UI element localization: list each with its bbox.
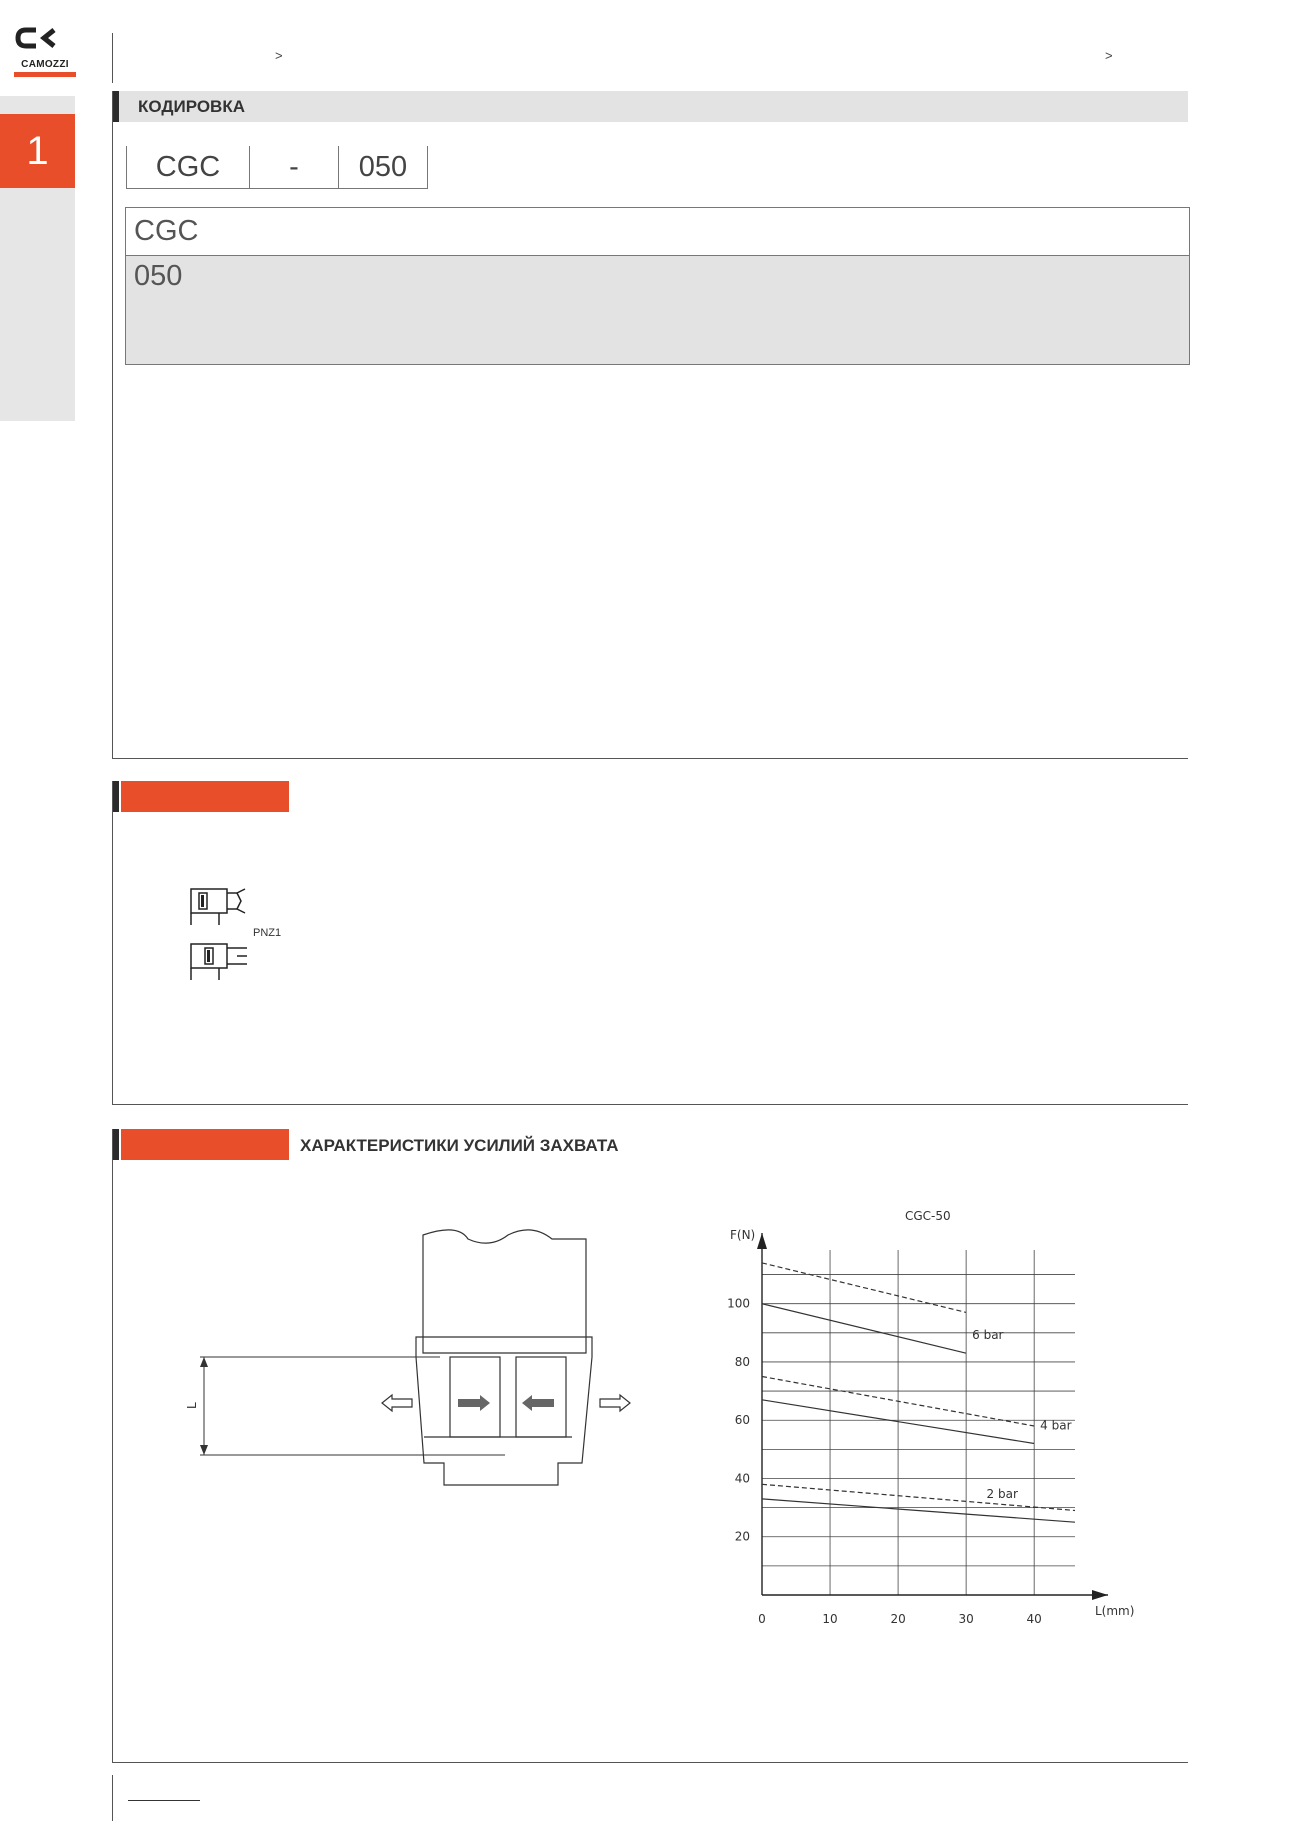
coding-table [125,207,1190,365]
y-tick-label: 60 [734,1413,750,1428]
drawing-l-label: L [185,1402,199,1409]
code-example [126,146,428,189]
section-force-title: ХАРАКТЕРИСТИКИ УСИЛИЙ ЗАХВАТА [300,1136,619,1155]
series-line [762,1263,966,1313]
y-axis-arrow-icon [757,1233,767,1249]
code-cell-series: CGC [127,146,250,188]
section-coding-title: КОДИРОВКА [138,97,245,116]
header-divider [112,33,113,83]
series-line [762,1484,1075,1510]
chart-series [762,1263,1075,1522]
logo-accent-bar [14,72,76,77]
y-tick-label: 100 [727,1296,750,1311]
section-force-header [121,1129,289,1160]
footer-rule [128,1800,200,1801]
chart-ylabel: F(N) [730,1228,756,1242]
logo-mark-icon [14,26,76,54]
section-force-left-border [112,1129,113,1762]
section-symbols-header [121,781,289,812]
series-label: 2 bar [986,1487,1018,1502]
close-arrow-right-icon [458,1395,490,1411]
section-symbols-left-border [112,781,113,1104]
x-tick-label: 10 [822,1612,838,1626]
x-tick-label: 20 [890,1612,906,1626]
open-arrow-right-icon [600,1395,630,1411]
x-tick-label: 30 [958,1612,974,1626]
open-arrow-left-icon [382,1395,412,1411]
x-axis-arrow-icon [1092,1590,1108,1600]
sidebar-tab-number[interactable]: 1 [0,114,75,188]
code-cell-size: 050 [358,150,408,183]
y-tick-label: 80 [734,1354,750,1369]
series-line [762,1304,966,1354]
coding-row-series: CGC [126,208,1189,256]
x-tick-label: 40 [1026,1612,1042,1626]
coding-row-size: 050 [126,256,1189,364]
section-force-marker [113,1129,119,1160]
x-tick-label: 0 [758,1612,766,1626]
gripper-symbol-closed [185,940,265,989]
symbol-label: PNZ1 [253,927,282,939]
chart-ticks [727,1297,1042,1626]
close-arrow-left-icon [522,1395,554,1411]
section-symbols-bottom-border [112,1104,1188,1105]
section-coding-left-border [112,91,113,759]
breadcrumb-arrow-right[interactable]: > [1105,48,1113,63]
y-tick-label: 20 [734,1529,750,1544]
gripper-drawing [185,1225,650,1500]
series-label: 6 bar [972,1328,1004,1343]
section-force-bottom-border [112,1762,1188,1763]
chart-xlabel: L(mm) [1095,1604,1135,1618]
section-coding-bottom-border [112,758,1188,759]
logo-wordmark: CAMOZZI [21,59,69,70]
chart-title: CGC-50 [905,1209,951,1223]
chart-grid [757,1233,1108,1600]
section-symbols-marker [113,781,119,812]
section-coding-header [113,91,1188,122]
series-label: 4 bar [1040,1418,1072,1433]
y-tick-label: 40 [734,1471,750,1486]
camozzi-logo [14,26,76,77]
force-chart [700,1205,1150,1635]
breadcrumb-arrow-left[interactable]: > [275,48,283,63]
series-line [762,1499,1075,1522]
code-cell-separator: - [250,146,339,188]
section-coding-marker [113,91,119,122]
footer-divider [112,1775,113,1821]
